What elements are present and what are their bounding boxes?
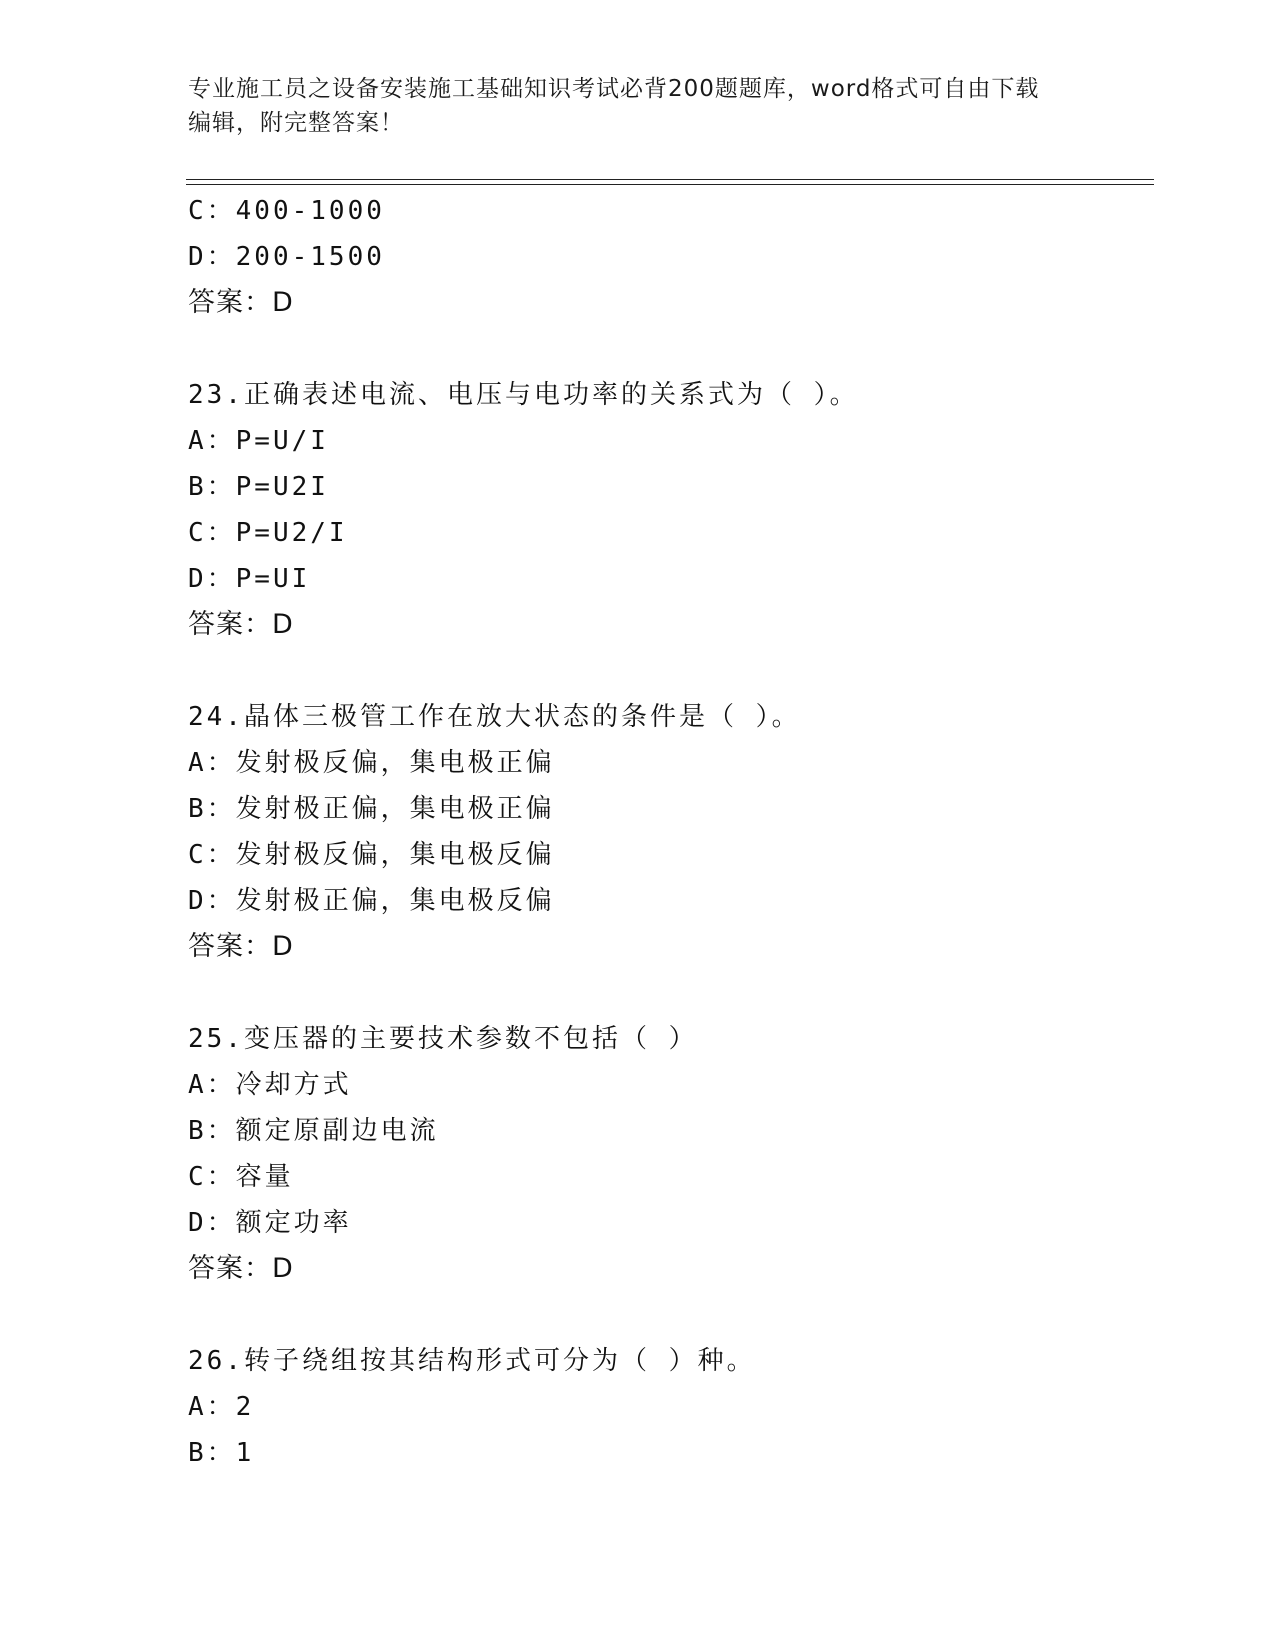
option-c: C：发射极反偏，集电极反偏 [188, 840, 555, 870]
option-b: B：1 [188, 1438, 255, 1468]
answer-line: 答案：D [188, 931, 294, 962]
spacer [188, 648, 1148, 694]
option-b: B：发射极正偏，集电极正偏 [188, 794, 555, 824]
spacer [188, 326, 1148, 372]
option-d: D：P=UI [188, 564, 311, 594]
option-a: A：2 [188, 1392, 255, 1422]
question-25 [188, 1016, 1148, 1292]
spacer [188, 970, 1148, 1016]
option-a: A：发射极反偏，集电极正偏 [188, 748, 555, 778]
question-26 [188, 1338, 1148, 1476]
answer-line: 答案：D [188, 287, 294, 318]
question-stem: 23.正确表述电流、电压与电功率的关系式为（ ）。 [188, 380, 859, 410]
spacer [188, 1292, 1148, 1338]
header-divider-top [186, 179, 1154, 180]
document-header [188, 72, 1088, 140]
answer-line: 答案：D [188, 609, 294, 640]
question-23 [188, 372, 1148, 648]
option-d: D：额定功率 [188, 1208, 352, 1238]
question-stem: 24.晶体三极管工作在放大状态的条件是（ ）。 [188, 702, 801, 732]
answer-line: 答案：D [188, 1253, 294, 1284]
header-title-line-2: 编辑，附完整答案！ [188, 110, 404, 136]
option-b: B：P=U2I [188, 472, 329, 502]
question-stem: 25.变压器的主要技术参数不包括（ ） [188, 1024, 698, 1054]
option-a: A：冷却方式 [188, 1070, 352, 1100]
question-stem: 26.转子绕组按其结构形式可分为（ ）种。 [188, 1346, 756, 1376]
option-c: C：容量 [188, 1162, 294, 1192]
option-c: C：P=U2/I [188, 518, 348, 548]
header-title-line-1: 专业施工员之设备安装施工基础知识考试必背200题题库，word格式可自由下载 [188, 76, 1040, 102]
option-d: D：200-1500 [188, 242, 385, 272]
option-d: D：发射极正偏，集电极反偏 [188, 886, 555, 916]
header-divider-bottom [186, 184, 1154, 185]
question-24 [188, 694, 1148, 970]
option-a: A：P=U/I [188, 426, 329, 456]
option-c: C：400-1000 [188, 196, 385, 226]
question-list [188, 188, 1148, 1476]
option-b: B：额定原副边电流 [188, 1116, 439, 1146]
question-22-continued [188, 188, 1148, 326]
